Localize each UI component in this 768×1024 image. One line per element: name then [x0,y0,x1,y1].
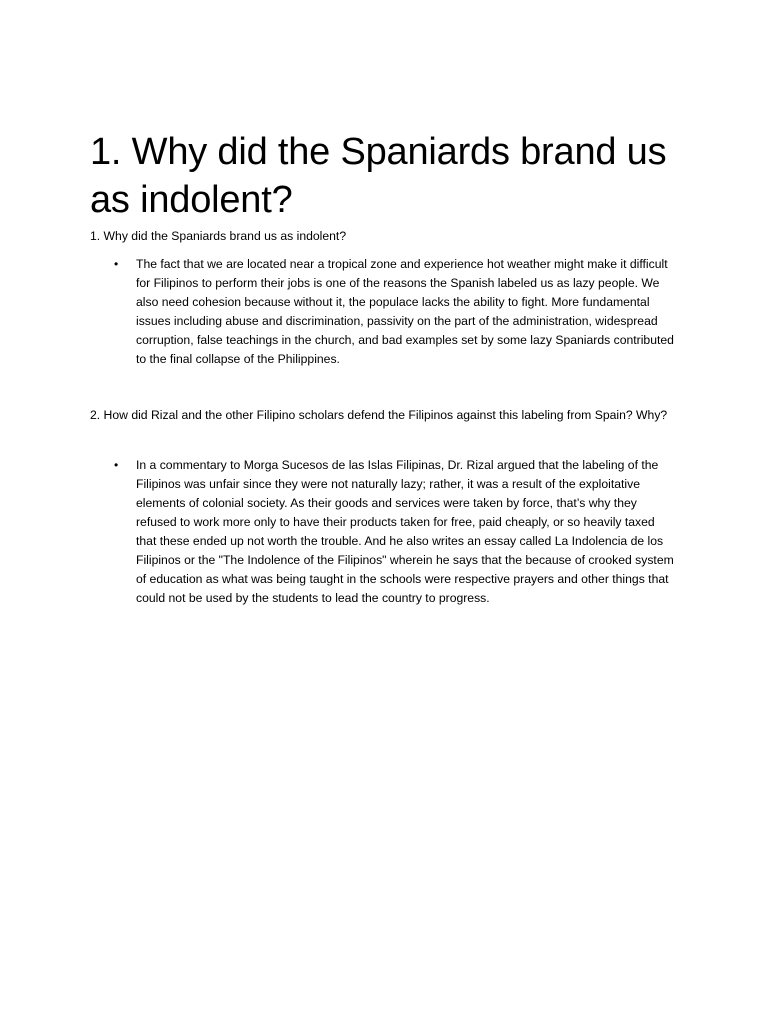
bullet-icon: • [114,257,119,271]
answer-1-text: The fact that we are located near a tropical zone and experience hot weather might make it difficult for Filipinos to perform their jobs is one of the reasons the Spanish labeled us as lazy people. We also need cohesion because without it, the populace lacks the ability to fight. More fundamental issues including abuse and discrimination, passivity on the part of the administration, widespread corruption, false teachings in the church, and bad examples set by some lazy Spaniards contributed to the final collapse of the Philippines. [136,257,674,366]
page-title: 1. Why did the Spaniards brand us as indolent? [90,131,667,221]
bullet-icon: • [114,458,119,472]
answer-2-text: In a commentary to Morga Sucesos de las Islas Filipinas, Dr. Rizal argued that the labeling of the Filipinos was unfair since they were not naturally lazy; rather, it was a result of the exploitative elements of colonial society. As their goods and services were taken by force, that’s why they refused to work more only to have their products taken for free, paid cheaply, or so heavily taxed that these ended up not worth the trouble. And he also writes an essay called La Indolencia de los Filipinos or the "The Indolence of the Filipinos" wherein he says that the because of crooked system of education as what was being taught in the schools were respective prayers and other things that could not be used by the students to lead the country to progress. [136,458,674,605]
question-1-heading: 1. Why did the Spaniards brand us as indolent? [90,229,347,243]
question-2-heading: 2. How did Rizal and the other Filipino scholars defend the Filipinos against this labeling from Spain? Why? [90,408,668,422]
